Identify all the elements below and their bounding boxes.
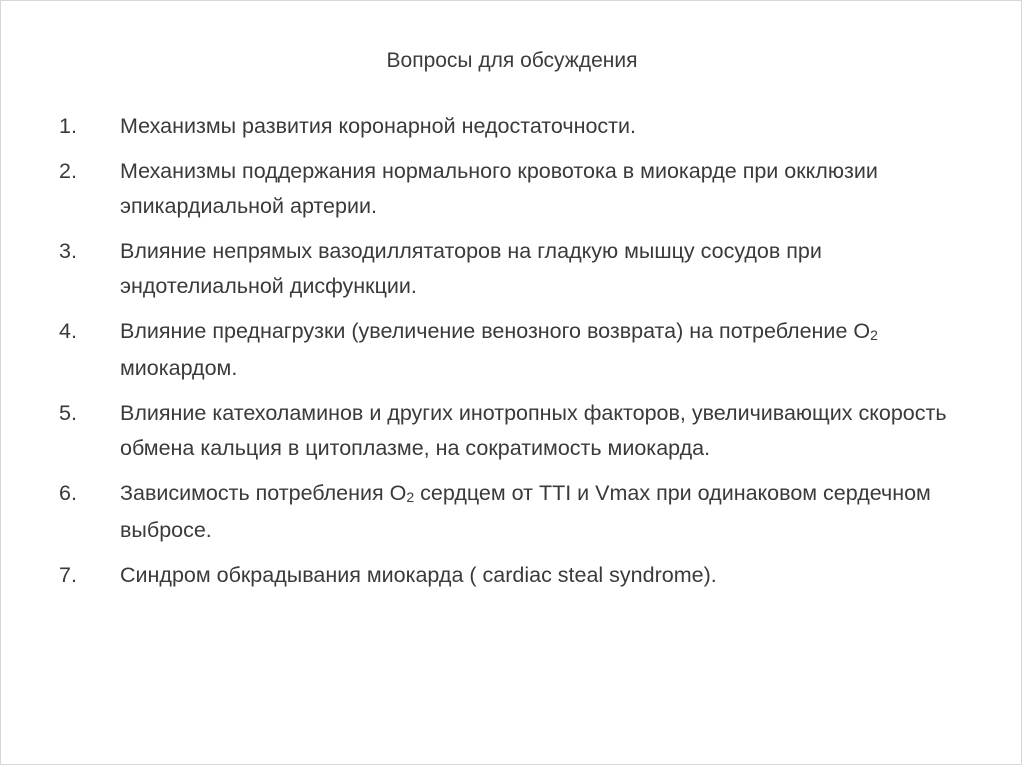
- item-text: Механизмы развития коронарной недостаточности.: [120, 114, 637, 138]
- item-number: 7.: [59, 563, 77, 587]
- list-item: [59, 109, 979, 144]
- list-item: [59, 476, 979, 548]
- list-item: [59, 154, 979, 224]
- item-number: 2.: [59, 159, 77, 183]
- item-text-end: сердцем от TTI и Vmax при одинаковом сердечном выбросе.: [120, 481, 931, 542]
- item-number: 5.: [59, 401, 77, 425]
- item-text-start: Зависимость потребления O: [120, 481, 407, 505]
- item-text: [120, 314, 979, 386]
- item-text: Синдром обкрадывания миокарда ( cardiac steal syndrome).: [120, 563, 717, 587]
- item-text: Влияние непрямых вазодиллятаторов на гладкую мышцу сосудов при эндотелиальной дисфункции.: [120, 239, 822, 298]
- item-number: 4.: [59, 319, 77, 343]
- subscript: 2: [406, 489, 415, 505]
- item-text: Механизмы поддержания нормального кровотока в миокарде при окклюзии эпикардиальной артерии.: [120, 159, 878, 218]
- list-item: [59, 314, 979, 386]
- question-list: [59, 109, 979, 603]
- list-item: [59, 234, 979, 304]
- item-number: 1.: [59, 114, 77, 138]
- item-text: Влияние катехоламинов и других инотропных факторов, увеличивающих скорость обмена кальция в цитоплазме, на сократимость миокарда.: [120, 401, 947, 460]
- list-item: [59, 558, 979, 593]
- slide-title: Вопросы для обсуждения: [386, 49, 638, 72]
- subscript: 2: [870, 327, 878, 343]
- item-number: 3.: [59, 239, 77, 263]
- item-text-end: миокардом.: [120, 356, 238, 380]
- item-text-start: Влияние преднагрузки (увеличение венозного возврата) на потребление O: [120, 319, 871, 343]
- item-number: 6.: [59, 481, 77, 505]
- list-item: [59, 396, 979, 466]
- item-text: [120, 476, 979, 548]
